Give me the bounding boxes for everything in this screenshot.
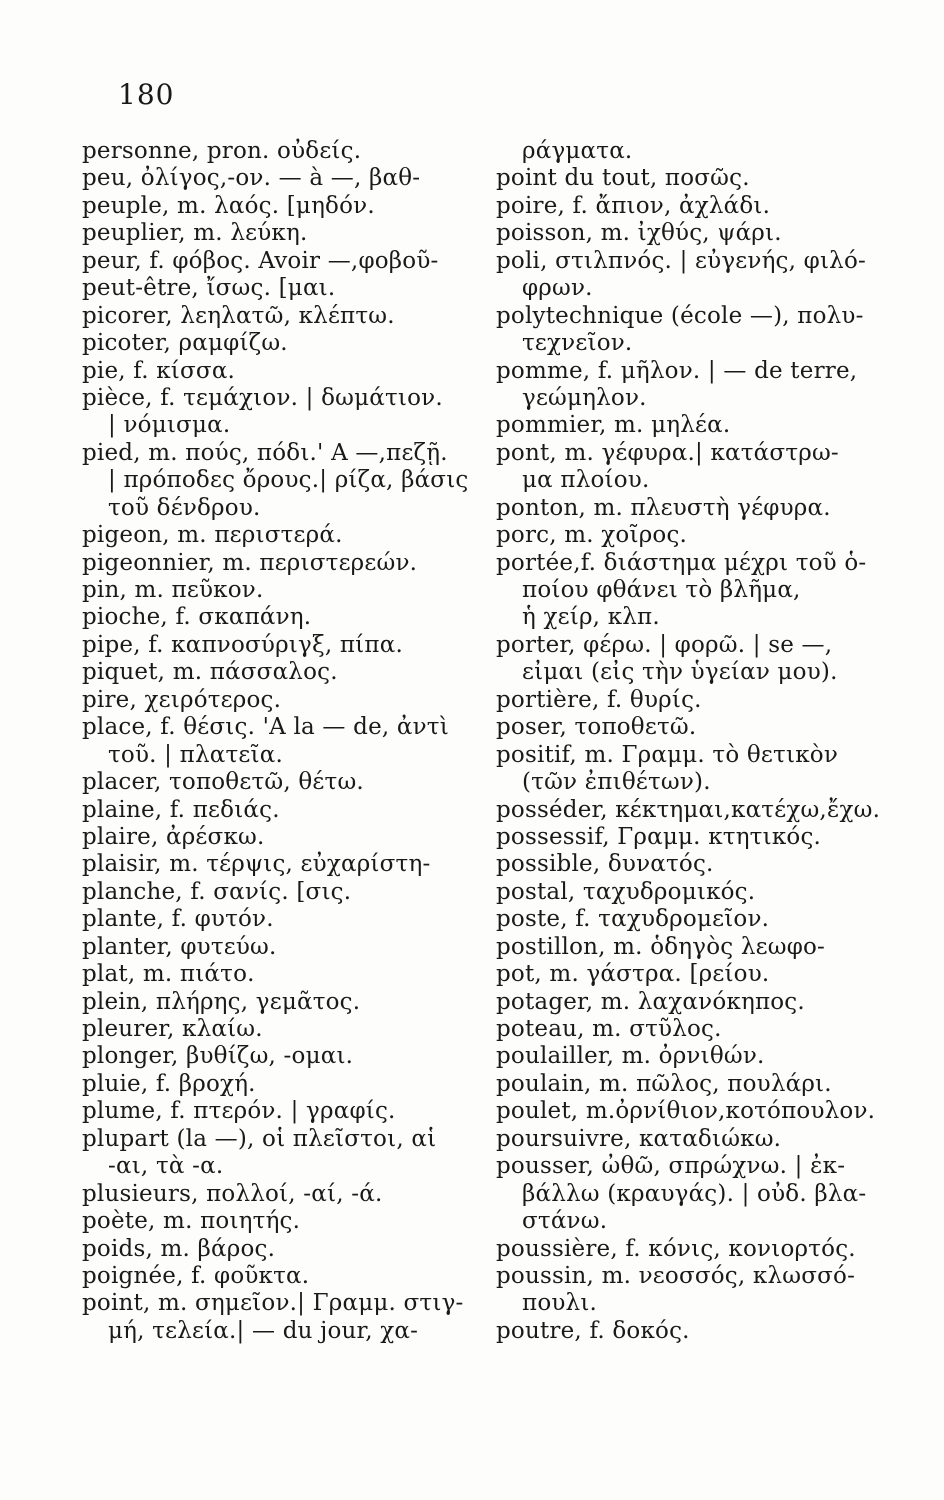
dictionary-line: point, m. σημεῖον.| Γραμμ. στιγ- <box>82 1290 464 1317</box>
dictionary-line: pigeon, m. περιστερά. <box>82 522 343 549</box>
dictionary-line: poli, στιλπνός. | εὐγενής, φιλό- <box>496 247 866 274</box>
dictionary-line: plupart (la —), οἱ πλεῖστοι, αἱ <box>82 1125 437 1152</box>
dictionary-line: poids, m. βάρος. <box>82 1235 276 1262</box>
dictionary-line: plante, f. φυτόν. <box>82 906 274 933</box>
dictionary-line: poulet, m.ὀρνίθιον,κοτόπουλον. <box>496 1098 876 1125</box>
dictionary-line: τεχνεῖον. <box>522 330 633 357</box>
dictionary-line: poser, τοποθετῶ. <box>496 714 697 741</box>
dictionary-line: poulailler, m. ὀρνιθών. <box>496 1043 765 1070</box>
dictionary-line: pire, χειρότερος. <box>82 686 282 713</box>
dictionary-line: (τῶν ἐπιθέτων). <box>522 769 711 796</box>
dictionary-line: plonger, βυθίζω, -ομαι. <box>82 1043 354 1070</box>
dictionary-line: possible, δυνατός. <box>496 851 714 878</box>
dictionary-line: pont, m. γέφυρα.| κατάστρω- <box>496 439 839 466</box>
dictionary-line: picorer, λεηλατῶ, κλέπτω. <box>82 302 395 329</box>
right-column <box>496 138 896 1345</box>
dictionary-line: | πρόποδες ὄρους.| ρίζα, βάσις <box>108 467 469 494</box>
dictionary-line: posséder, κέκτημαι,κατέχω,ἔχω. <box>496 796 881 823</box>
dictionary-line: pluie, f. βροχή. <box>82 1070 256 1097</box>
dictionary-line: φρων. <box>522 275 593 302</box>
dictionary-line: poisson, m. ἰχθύς, ψάρι. <box>496 220 782 247</box>
dictionary-line: poteau, m. στῦλος. <box>496 1016 722 1042</box>
dictionary-line: μή, τελεία.| — du jour, χα- <box>108 1317 419 1344</box>
dictionary-line: pousser, ὠθῶ, σπρώχνω. | ἐκ- <box>496 1153 846 1180</box>
dictionary-line: poète, m. ποιητής. <box>82 1208 301 1235</box>
dictionary-line: pin, m. πεῦκον. <box>82 577 264 603</box>
dictionary-line: peur, f. φόβος. Avoir —,φοβοῦ- <box>82 247 439 274</box>
dictionary-line: peuplier, m. λεύκη. <box>82 220 308 247</box>
dictionary-line: pomme, f. μῆλον. | — de terre, <box>496 357 858 384</box>
dictionary-line: peuple, m. λαός. [μηδόν. <box>82 192 375 219</box>
dictionary-line: planter, φυτεύω. <box>82 933 277 960</box>
dictionary-line: picoter, ραμφίζω. <box>82 330 288 357</box>
dictionary-line: ράγματα. <box>522 138 633 164</box>
dictionary-line: portière, f. θυρίς. <box>496 686 702 713</box>
dictionary-line: τοῦ. | πλατεῖα. <box>108 741 283 768</box>
dictionary-line: pipe, f. καπνοσύριγξ, πίπα. <box>82 631 403 658</box>
dictionary-line: placer, τοποθετῶ, θέτω. <box>82 769 364 796</box>
dictionary-line: postillon, m. ὁδηγὸς λεωφο- <box>496 933 826 960</box>
dictionary-line: στάνω. <box>522 1208 608 1235</box>
dictionary-line: ποίου φθάνει τὸ βλῆμα, <box>522 577 801 603</box>
dictionary-line: pie, f. κίσσα. <box>82 357 236 384</box>
dictionary-line: plat, m. πιάτο. <box>82 961 255 988</box>
dictionary-line: pot, m. γάστρα. [ρείου. <box>496 961 770 988</box>
page-number: 180 <box>118 78 175 111</box>
dictionary-line: μα πλοίου. <box>522 467 650 494</box>
dictionary-line: personne, pron. οὐδείς. <box>82 138 362 164</box>
dictionary-line: plaine, f. πεδιάς. <box>82 796 280 823</box>
dictionary-line: place, f. θέσις. 'A la — de, ἀντὶ <box>82 714 449 741</box>
dictionary-line: plaisir, m. τέρψις, εὐχαρίστη- <box>82 851 431 878</box>
dictionary-line: ἡ χείρ, κλπ. <box>522 604 660 631</box>
dictionary-line: γεώμηλον. <box>522 384 647 411</box>
dictionary-line: peu, ὀλίγος,-ον. — à —, βαθ- <box>82 165 421 192</box>
dictionary-line: pleurer, κλαίω. <box>82 1016 263 1042</box>
dictionary-line: pioche, f. σκαπάνη. <box>82 604 312 631</box>
dictionary-line: poste, f. ταχυδρομεῖον. <box>496 906 770 933</box>
dictionary-line: -αι, τὰ -α. <box>108 1153 224 1180</box>
dictionary-line: point du tout, ποσῶς. <box>496 165 750 192</box>
dictionary-line: pigeonnier, m. περιστερεών. <box>82 549 418 576</box>
dictionary-line: potager, m. λαχανόκηπος. <box>496 988 805 1015</box>
dictionary-line: pied, m. πούς, πόδι.' A —,πεζῇ. <box>82 439 448 466</box>
dictionary-line: porc, m. χοῖρος. <box>496 522 688 549</box>
dictionary-line: pièce, f. τεμάχιον. | δωμάτιον. <box>82 384 443 411</box>
dictionary-line: poire, f. ἄπιον, ἀχλάδι. <box>496 192 771 219</box>
dictionary-line: ponton, m. πλευστὴ γέφυρα. <box>496 494 831 521</box>
dictionary-line: εἶμαι (εἰς τὴν ὑγείαν μου). <box>522 659 838 686</box>
dictionary-line: poussière, f. κόνις, κονιορτός. <box>496 1235 856 1262</box>
dictionary-line: portée,f. διάστημα μέχρι τοῦ ὁ- <box>496 549 867 576</box>
dictionary-line: | νόμισμα. <box>108 412 231 439</box>
dictionary-line: poutre, f. δοκός. <box>496 1317 690 1344</box>
dictionary-line: plaire, ἀρέσκω. <box>82 823 265 850</box>
dictionary-line: piquet, m. πάσσαλος. <box>82 659 338 686</box>
dictionary-line: plusieurs, πολλοί, -αί, -ά. <box>82 1180 383 1207</box>
dictionary-line: poursuivre, καταδιώκω. <box>496 1125 782 1152</box>
dictionary-line: βάλλω (κραυγάς). | οὐδ. βλα- <box>522 1180 867 1207</box>
dictionary-line: τοῦ δένδρου. <box>108 494 261 521</box>
dictionary-line: poussin, m. νεοσσός, κλωσσό- <box>496 1262 856 1289</box>
dictionary-line: positif, m. Γραμμ. τὸ θετικὸν <box>496 741 838 768</box>
dictionary-line: postal, ταχυδρομικός. <box>496 878 756 905</box>
dictionary-line: plein, πλήρης, γεμᾶτος. <box>82 988 361 1015</box>
dictionary-line: polytechnique (école —), πολυ- <box>496 302 864 329</box>
dictionary-line: peut-être, ἴσως. [μαι. <box>82 275 336 302</box>
dictionary-line: plume, f. πτερόν. | γραφίς. <box>82 1098 396 1125</box>
dictionary-line: possessif, Γραμμ. κτητικός. <box>496 823 822 850</box>
dictionary-line: pommier, m. μηλέα. <box>496 412 731 439</box>
left-column <box>82 138 482 1345</box>
dictionary-line: poulain, m. πῶλος, πουλάρι. <box>496 1070 832 1097</box>
dictionary-line: πουλι. <box>522 1290 598 1317</box>
dictionary-line: porter, φέρω. | φορῶ. | se —, <box>496 631 833 658</box>
dictionary-line: planche, f. σανίς. [σις. <box>82 878 352 905</box>
dictionary-line: poignée, f. φοῦκτα. <box>82 1262 310 1289</box>
